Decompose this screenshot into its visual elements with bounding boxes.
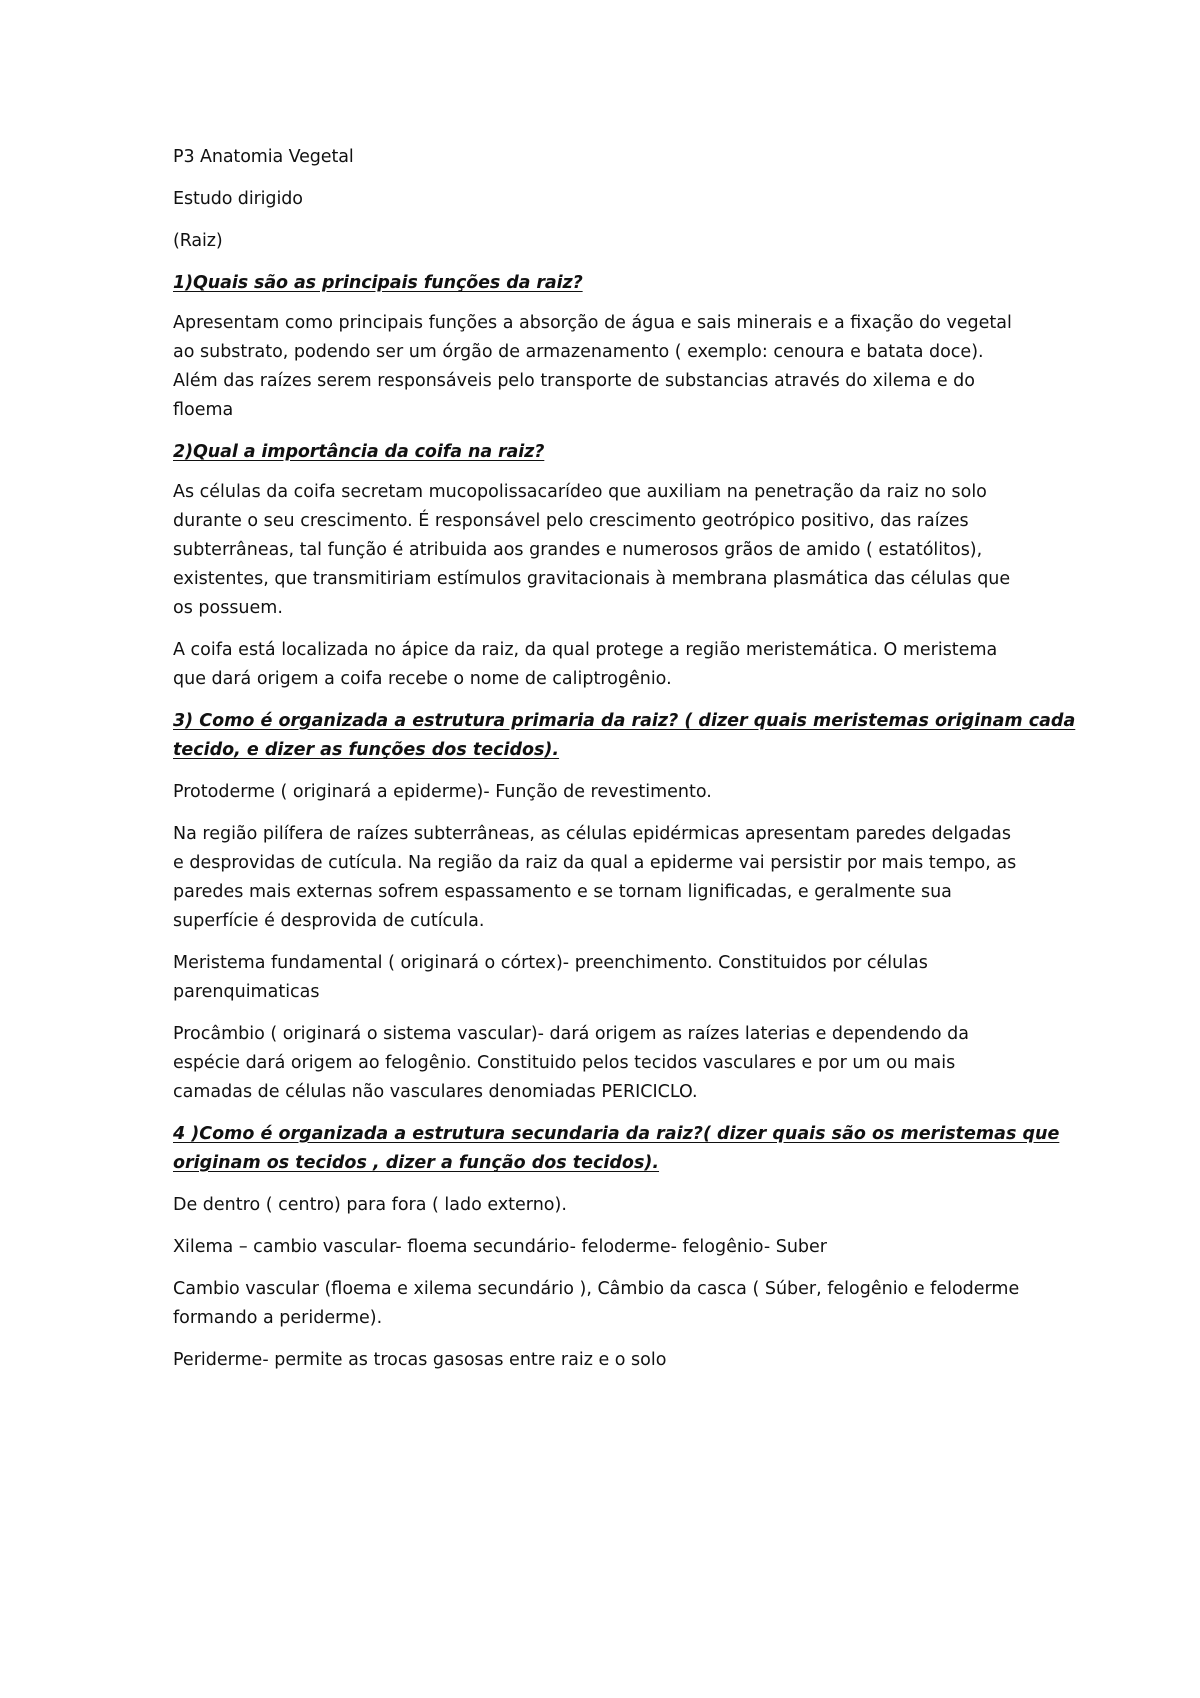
text-line: Xilema – cambio vascular- floema secundário- feloderme- felogênio- Suber xyxy=(173,1237,827,1257)
text-line: formando a periderme). xyxy=(173,1308,383,1328)
text-line: ao substrato, podendo ser um órgão de armazenamento ( exemplo: cenoura e batata doce). xyxy=(173,342,984,362)
text-line: parenquimaticas xyxy=(173,982,320,1002)
text-line: existentes, que transmitiriam estímulos gravitacionais à membrana plasmática das células que xyxy=(173,569,1011,589)
question-4 xyxy=(173,1120,1060,1178)
question-3 xyxy=(173,707,1076,765)
text-line: Meristema fundamental ( originará o córtex)- preenchimento. Constituidos por células xyxy=(173,953,928,973)
text-line: subterrâneas, tal função é atribuida aos grandes e numerosos grãos de amido ( estatólitos), xyxy=(173,540,983,560)
text-line: espécie dará origem ao felogênio. Constituido pelos tecidos vasculares e por um ou mais xyxy=(173,1053,956,1073)
answer-3-paragraph-3 xyxy=(173,949,1053,1007)
answer-3-paragraph-2 xyxy=(173,820,1053,936)
document-subtitle: Estudo dirigido xyxy=(173,189,303,209)
text-line: durante o seu crescimento. É responsável pelo crescimento geotrópico positivo, das raízes xyxy=(173,511,969,531)
answer-4-paragraph-3 xyxy=(173,1275,1053,1333)
text-line: A coifa está localizada no ápice da raiz, da qual protege a região meristemática. O meristema xyxy=(173,640,998,660)
answer-3-paragraph-4 xyxy=(173,1020,1053,1107)
text-line: Cambio vascular (floema e xilema secundário ), Câmbio da casca ( Súber, felogênio e feloderme xyxy=(173,1279,1020,1299)
question-1: 1)Quais são as principais funções da raiz? xyxy=(173,273,583,293)
answer-4-paragraph-2 xyxy=(173,1233,1053,1262)
text-line: os possuem. xyxy=(173,598,283,618)
text-line: Protoderme ( originará a epiderme)- Função de revestimento. xyxy=(173,782,712,802)
text-line: As células da coifa secretam mucopolissacarídeo que auxiliam na penetração da raiz no solo xyxy=(173,482,987,502)
answer-1-paragraph-1 xyxy=(173,309,1053,425)
question-2: 2)Qual a importância da coifa na raiz? xyxy=(173,442,545,462)
answer-4-paragraph-1 xyxy=(173,1191,1053,1220)
text-line: paredes mais externas sofrem espassamento e se tornam lignificadas, e geralmente sua xyxy=(173,882,952,902)
text-line: que dará origem a coifa recebe o nome de caliptrogênio. xyxy=(173,669,672,689)
answer-4-paragraph-4 xyxy=(173,1346,1053,1375)
document-page xyxy=(173,143,1076,1388)
text-line: Apresentam como principais funções a absorção de água e sais minerais e a fixação do vegetal xyxy=(173,313,1012,333)
text-line: Na região pilífera de raízes subterrâneas, as células epidérmicas apresentam paredes delgadas xyxy=(173,824,1011,844)
text-line: Além das raízes serem responsáveis pelo transporte de substancias através do xilema e do xyxy=(173,371,975,391)
question-line: originam os tecidos , dizer a função dos tecidos). xyxy=(173,1153,660,1173)
text-line: Procâmbio ( originará o sistema vascular)- dará origem as raízes laterias e dependendo da xyxy=(173,1024,969,1044)
question-line: 4 )Como é organizada a estrutura secundaria da raiz?( dizer quais são os meristemas que xyxy=(173,1124,1060,1144)
text-line: superfície é desprovida de cutícula. xyxy=(173,911,485,931)
text-line: De dentro ( centro) para fora ( lado externo). xyxy=(173,1195,567,1215)
question-line: 3) Como é organizada a estrutura primaria da raiz? ( dizer quais meristemas originam cada xyxy=(173,711,1076,731)
text-line: floema xyxy=(173,400,234,420)
text-line: Periderme- permite as trocas gasosas entre raiz e o solo xyxy=(173,1350,667,1370)
question-line: tecido, e dizer as funções dos tecidos). xyxy=(173,740,560,760)
section-label: (Raiz) xyxy=(173,231,223,251)
answer-2-paragraph-1 xyxy=(173,478,1053,623)
document-title: P3 Anatomia Vegetal xyxy=(173,147,354,167)
answer-3-paragraph-1 xyxy=(173,778,1053,807)
text-line: e desprovidas de cutícula. Na região da raiz da qual a epiderme vai persistir por mais tempo, as xyxy=(173,853,1017,873)
text-line: camadas de células não vasculares denomiadas PERICICLO. xyxy=(173,1082,698,1102)
answer-2-paragraph-2 xyxy=(173,636,1053,694)
